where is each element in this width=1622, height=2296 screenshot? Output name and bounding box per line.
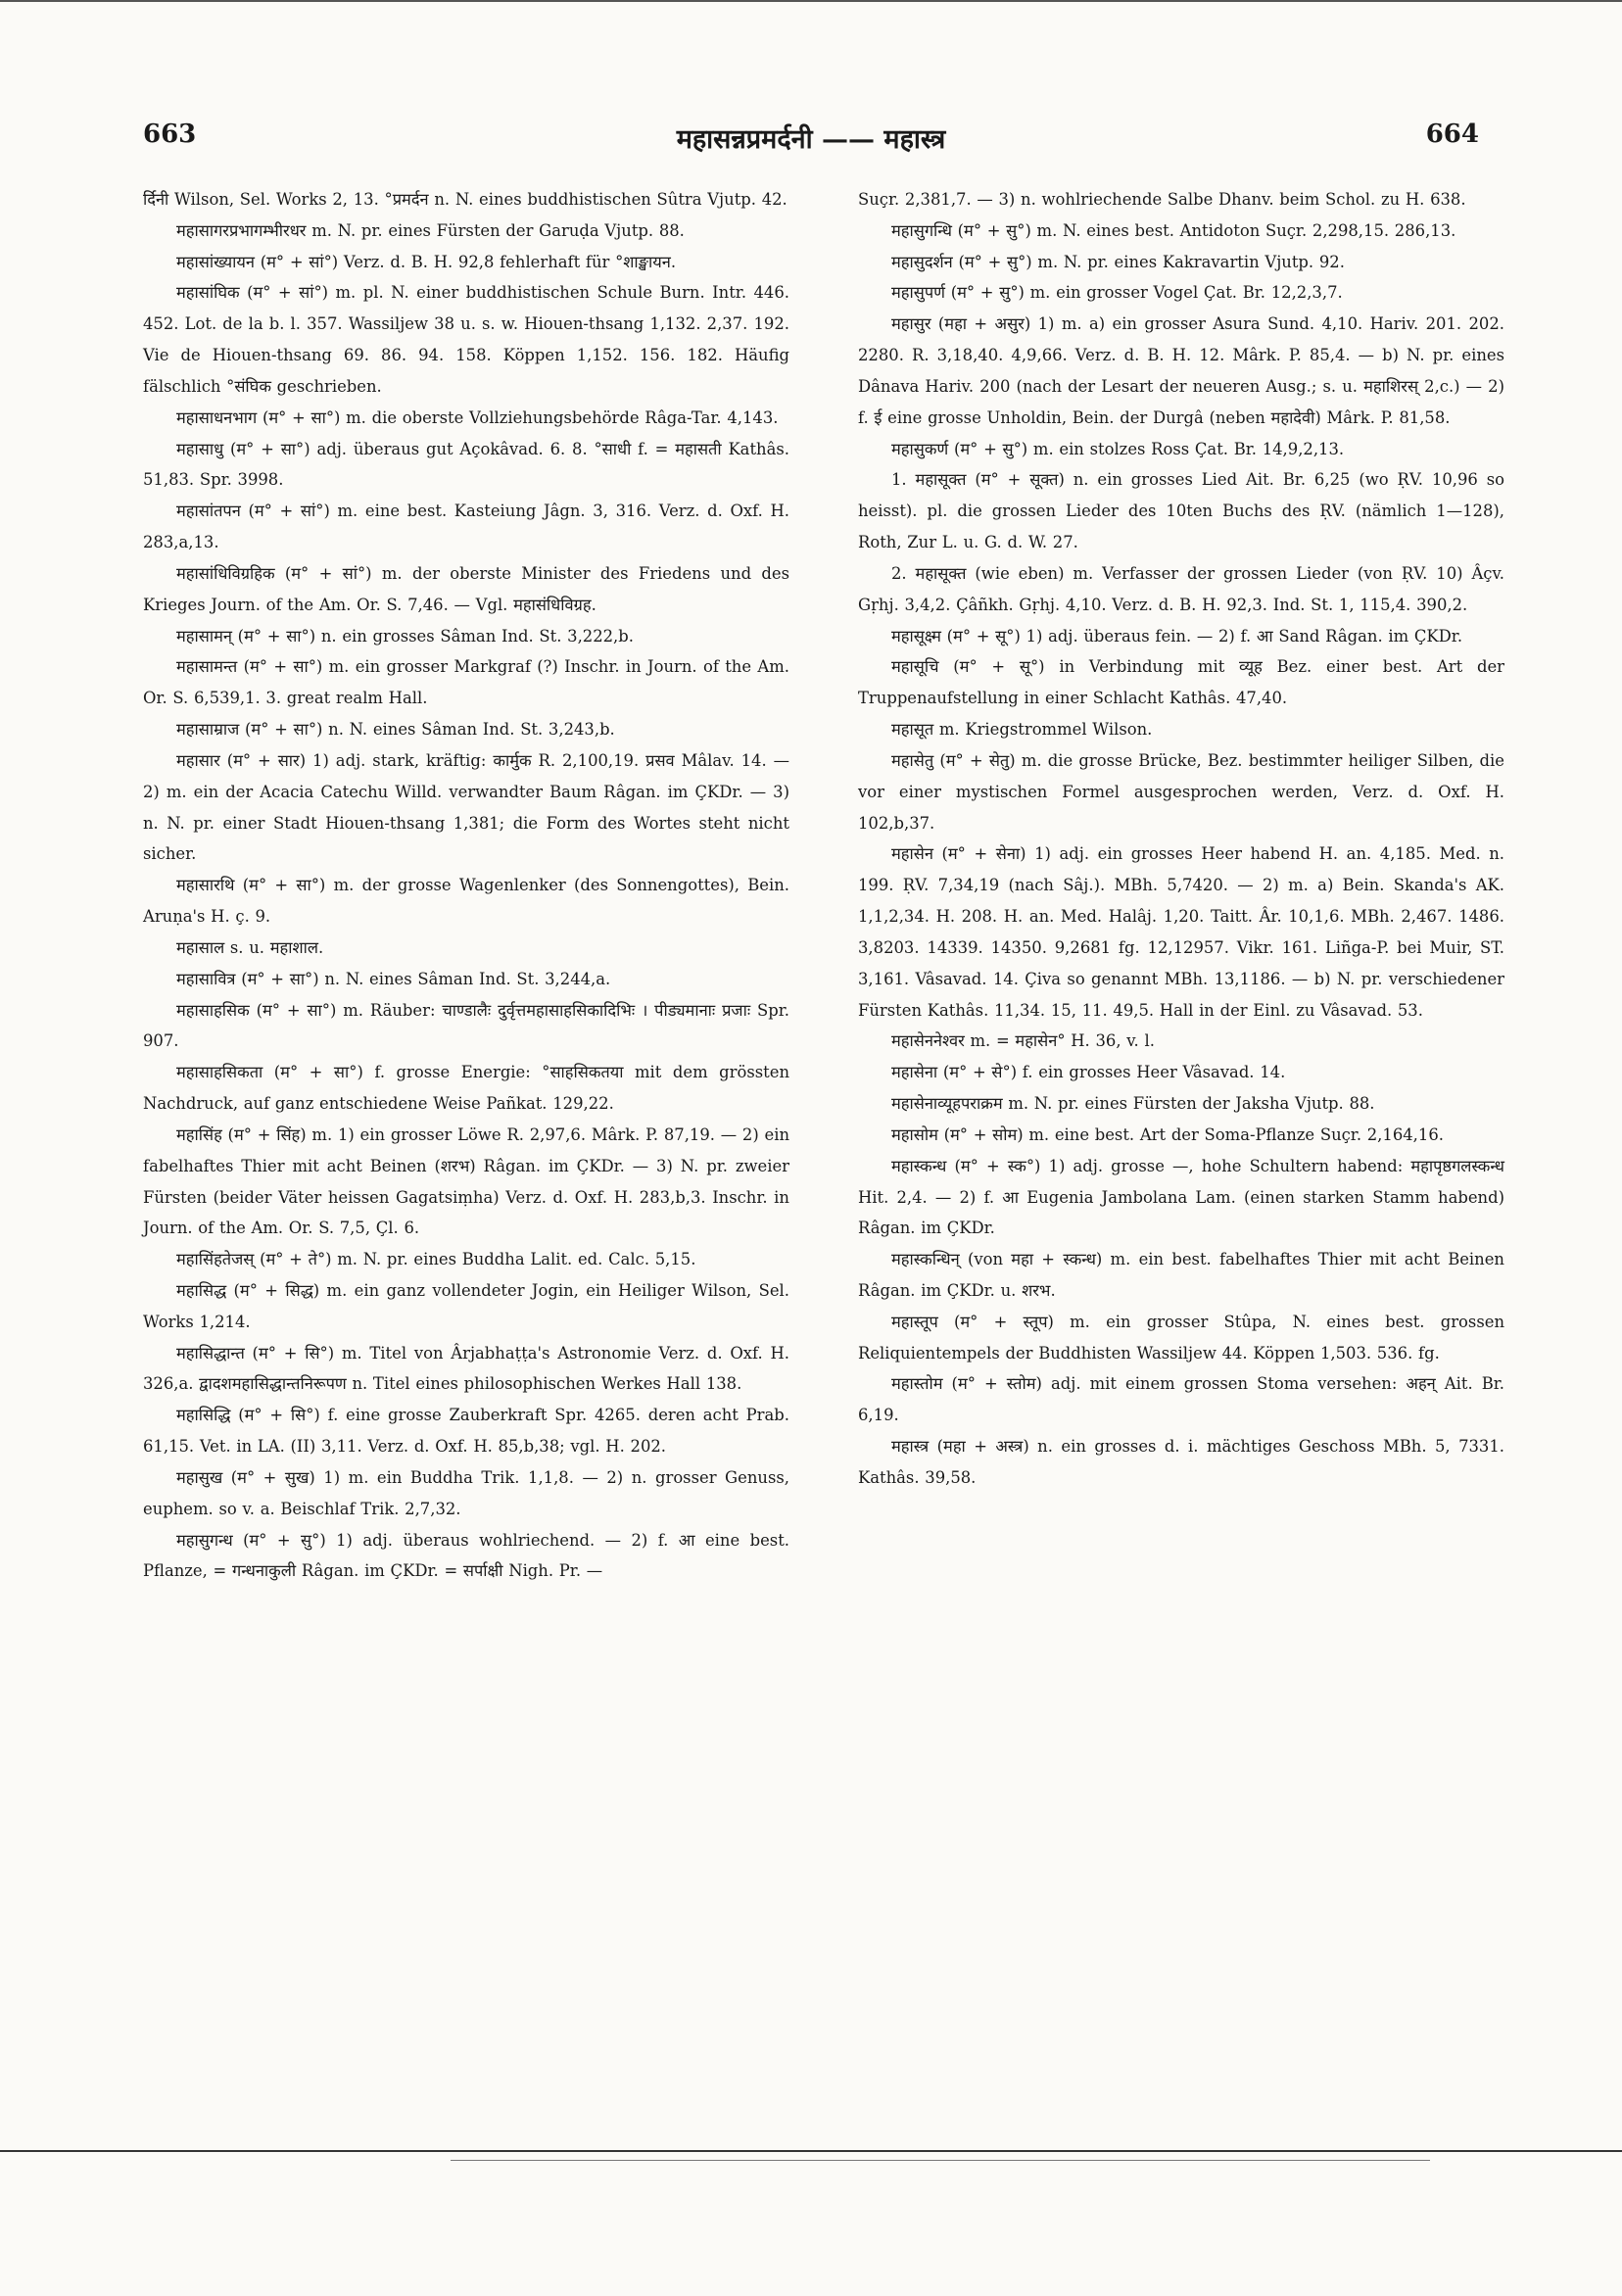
- right-column: [858, 184, 1504, 1494]
- dictionary-entry: महास्तोम (म° + स्तोम) adj. mit einem grossen Stoma versehen: अहन् Ait. Br. 6,19.: [858, 1374, 1504, 1425]
- dictionary-entry: महासुगन्धि (म° + सु°) m. N. eines best. Antidoton Suçr. 2,298,15. 286,13.: [891, 220, 1456, 240]
- dictionary-entry: महासाहसिक (म° + सा°) m. Räuber: चाण्डालैः दुर्वृत्तमहासाहसिकादिभिः । पीड्यमानाः प्रजाः Spr. 907.: [143, 1000, 789, 1051]
- dictionary-entry: महासुख (म° + सुख) 1) m. ein Buddha Trik. 1,1,8. — 2) n. grosser Genuss, euphem. so v. a. Beischlaf Trik. 2,7,32.: [143, 1467, 789, 1518]
- dictionary-entry: महासांख्यायन (म° + सां°) Verz. d. B. H. 92,8 fehlerhaft für °शाङ्खायन.: [176, 252, 677, 271]
- left-column: [143, 184, 789, 1587]
- dictionary-entry: महास्तूप (म° + स्तूप) m. ein grosser Stûpa, N. eines best. grossen Reliquientempels der Buddhisten Wassiljew 44. Köppen 1,503. 536. fg.: [858, 1312, 1504, 1363]
- dictionary-entry: महासागरप्रभागम्भीरधर m. N. pr. eines Fürsten der Garuḍa Vjutp. 88.: [176, 220, 685, 240]
- dictionary-entry: महासूचि (म° + सू°) in Verbindung mit व्यूह Bez. einer best. Art der Truppenaufstellung in einer Schlacht Kathâs. 47,40.: [858, 657, 1504, 708]
- dictionary-entry: महासेना (म° + से°) f. ein grosses Heer Vâsavad. 14.: [891, 1063, 1286, 1082]
- dictionary-entry: महासिंह (म° + सिंह) m. 1) ein grosser Löwe R. 2,97,6. Mârk. P. 87,19. — 2) ein fabelhaftes Thier mit acht Beinen (शरभ) Râgan. im ÇKDr. — 3) N. pr. zweier Fürsten (beider Väter heissen Gagatsiṃha) Verz. d. Oxf. H. 283,b,3. Inschr. in Journ. of the Am. Or. S. 7,5, Çl. 6.: [143, 1124, 789, 1238]
- dictionary-entry: महासामन् (म° + सा°) n. ein grosses Sâman Ind. St. 3,222,b.: [176, 626, 634, 646]
- dictionary-entry: Suçr. 2,381,7. — 3) n. wohlriechende Salbe Dhanv. beim Schol. zu H. 638.: [858, 190, 1466, 209]
- dictionary-entry: महासाल s. u. महाशाल.: [176, 937, 324, 957]
- bottom-rule: [0, 2150, 1622, 2152]
- dictionary-entry: महासुगन्ध (म° + सु°) 1) adj. überaus wohlriechend. — 2) f. आ eine best. Pflanze, = गन्धनाकुली Râgan. im ÇKDr. = सर्पाक्षी Nigh. Pr. —: [143, 1530, 789, 1581]
- dictionary-entry: महासिंहतेजस् (म° + ते°) m. N. pr. eines Buddha Lalit. ed. Calc. 5,15.: [176, 1250, 696, 1269]
- dictionary-entry: 2. महासूक्त (wie eben) m. Verfasser der grossen Lieder (von ṚV. 10) Âçv. Gṛhj. 3,4,2. Çâñkh. Gṛhj. 4,10. Verz. d. B. H. 92,3. Ind. St. 1, 115,4. 390,2.: [858, 563, 1504, 614]
- dictionary-entry: महासाम्राज (म° + सा°) n. N. eines Sâman Ind. St. 3,243,b.: [176, 720, 615, 740]
- dictionary-entry: महासिद्धान्त (म° + सि°) m. Titel von Ârjabhaṭṭa's Astronomie Verz. d. Oxf. H. 326,a. द्वादशमहासिद्धान्तनिरूपण n. Titel eines philosophischen Werkes Hall 138.: [143, 1343, 789, 1394]
- dictionary-entry: र्दिनी Wilson, Sel. Works 2, 13. °प्रमर्दन n. N. eines buddhistischen Sûtra Vjutp. 42.: [143, 190, 787, 209]
- dictionary-entry: महासिद्ध (म° + सिद्ध) m. ein ganz vollendeter Jogin, ein Heiliger Wilson, Sel. Works 1,214.: [143, 1280, 789, 1331]
- dictionary-entry: महासामन्त (म° + सा°) m. ein grosser Markgraf (?) Inschr. in Journ. of the Am. Or. S. 6,539,1. 3. great realm Hall.: [143, 657, 789, 708]
- page-header: [143, 120, 1479, 159]
- dictionary-entry: महासुदर्शन (म° + सु°) m. N. pr. eines Kakravartin Vjutp. 92.: [891, 252, 1345, 271]
- dictionary-entry: महासोम (म° + सोम) m. eine best. Art der Soma-Pflanze Suçr. 2,164,16.: [891, 1124, 1444, 1144]
- dictionary-entry: 1. महासूक्त (म° + सूक्त) n. ein grosses Lied Ait. Br. 6,25 (wo ṚV. 10,96 so heisst). pl. die grossen Lieder des 10ten Buchs des ṚV. (nämlich 1—128), Roth, Zur L. u. G. d. W. 27.: [858, 470, 1504, 552]
- dictionary-entry: महासेनाव्यूहपराक्रम m. N. pr. eines Fürsten der Jaksha Vjutp. 88.: [891, 1094, 1375, 1114]
- dictionary-entry: महासांघिक (म° + सां°) m. pl. N. einer buddhistischen Schule Burn. Intr. 446. 452. Lot. de la b. l. 357. Wassiljew 38 u. s. w. Hiouen-thsang 1,132. 2,37. 192. Vie de Hiouen-thsang 69. 86. 94. 158. Köppen 1,152. 156. 182. Häufig fälschlich °संघिक geschrieben.: [143, 283, 789, 396]
- dictionary-entry: महासुपर्ण (म° + सु°) m. ein grosser Vogel Çat. Br. 12,2,3,7.: [891, 283, 1343, 303]
- bottom-rule-thin: [451, 2160, 1430, 2161]
- dictionary-entry: महासारथि (म° + सा°) m. der grosse Wagenlenker (des Sonnengottes), Bein. Aruṇa's H. ç. 9.: [143, 876, 789, 927]
- dictionary-entry: महासाधु (म° + सा°) adj. überaus gut Açokâvad. 6. 8. °साधी f. = महासती Kathâs. 51,83. Spr. 3998.: [143, 439, 789, 490]
- page-number-right: 664: [1425, 120, 1479, 149]
- dictionary-entry: महासांधिविग्रहिक (म° + सां°) m. der oberste Minister des Friedens und des Krieges Journ. of the Am. Or. S. 7,46. — Vgl. महासंधिविग्रह.: [143, 563, 789, 614]
- dictionary-entry: महासाधनभाग (म° + सा°) m. die oberste Vollziehungsbehörde Râga-Tar. 4,143.: [176, 407, 779, 427]
- dictionary-entry: महास्कन्ध (म° + स्क°) 1) adj. grosse —, hohe Schultern habend: महापृष्ठगलस्कन्ध Hit. 2,4. — 2) f. आ Eugenia Jambolana Lam. (einen starken Stamm habend) Râgan. im ÇKDr.: [858, 1156, 1504, 1238]
- dictionary-entry: महासार (म° + सार) 1) adj. stark, kräftig: कार्मुक R. 2,100,19. प्रसव Mâlav. 14. — 2) m. ein der Acacia Catechu Willd. verwandter Baum Râgan. im ÇKDr. — 3) n. N. pr. einer Stadt Hiouen-thsang 1,381; die Form des Wortes steht nicht sicher.: [143, 750, 789, 864]
- dictionary-entry: महासुर (महा + असुर) 1) m. a) ein grosser Asura Sund. 4,10. Hariv. 201. 202. 2280. R. 3,18,40. 4,9,66. Verz. d. B. H. 12. Mârk. P. 85,4. — b) N. pr. eines Dânava Hariv. 200 (nach der Lesart der neueren Ausg.; s. u. महाशिरस् 2,c.) — 2) f. ई eine grosse Unholdin, Bein. der Durgâ (neben महादेवी) Mârk. P. 81,58.: [858, 314, 1504, 427]
- dictionary-entry: महासावित्र (म° + सा°) n. N. eines Sâman Ind. St. 3,244,a.: [176, 969, 611, 988]
- page-number-left: 663: [143, 120, 197, 149]
- dictionary-entry: महासूत m. Kriegstrommel Wilson.: [891, 720, 1153, 740]
- dictionary-entry: महासाहसिकता (म° + सा°) f. grosse Energie: °साहसिकतया mit dem grössten Nachdruck, auf ganz entschiedene Weise Pañkat. 129,22.: [143, 1063, 789, 1114]
- dictionary-entry: महासुकर्ण (म° + सु°) m. ein stolzes Ross Çat. Br. 14,9,2,13.: [891, 439, 1345, 458]
- dictionary-entry: महासेन (म° + सेना) 1) adj. ein grosses Heer habend H. an. 4,185. Med. n. 199. ṚV. 7,34,19 (nach Sâj.). MBh. 5,7420. — 2) m. a) Bein. Skanda's AK. 1,1,2,34. H. 208. H. an. Med. Halâj. 1,20. Taitt. Âr. 10,1,6. MBh. 2,467. 1486. 3,8203. 14339. 14350. 9,2681 fg. 12,12957. Vikr. 161. Liñga-P. bei Muir, ST. 3,161. Vâsavad. 14. Çiva so genannt MBh. 13,1186. — b) N. pr. verschiedener Fürsten Kathâs. 11,34. 15, 11. 49,5. Hall in der Einl. zu Vâsavad. 53.: [858, 844, 1504, 1020]
- dictionary-entry: महास्कन्धिन् (von महा + स्कन्ध) m. ein best. fabelhaftes Thier mit acht Beinen Râgan. im ÇKDr. u. शरभ.: [858, 1250, 1504, 1300]
- dictionary-entry: महासूक्ष्म (म° + सू°) 1) adj. überaus fein. — 2) f. आ Sand Râgan. im ÇKDr.: [891, 626, 1463, 646]
- running-head: महासन्नप्रमर्दनी —— महास्त्र: [676, 124, 946, 155]
- dictionary-entry: महास्त्र (महा + अस्त्र) n. ein grosses d. i. mächtiges Geschoss MBh. 5, 7331. Kathâs. 39,58.: [858, 1437, 1504, 1487]
- dictionary-entry: महासेतु (म° + सेतु) m. die grosse Brücke, Bez. bestimmter heiliger Silben, die vor einer mystischen Formel ausgesprochen werden, Verz. d. Oxf. H. 102,b,37.: [858, 750, 1504, 833]
- dictionary-entry: महासांतपन (म° + सां°) m. eine best. Kasteiung Jâgn. 3, 316. Verz. d. Oxf. H. 283,a,13.: [143, 502, 789, 552]
- dictionary-entry: महासेननेश्वर m. = महासेन° H. 36, v. l.: [891, 1031, 1155, 1051]
- top-edge-rule: [0, 0, 1622, 2]
- dictionary-entry: महासिद्धि (म° + सि°) f. eine grosse Zauberkraft Spr. 4265. deren acht Prab. 61,15. Vet. in LA. (II) 3,11. Verz. d. Oxf. H. 85,b,38; vgl. H. 202.: [143, 1406, 789, 1457]
